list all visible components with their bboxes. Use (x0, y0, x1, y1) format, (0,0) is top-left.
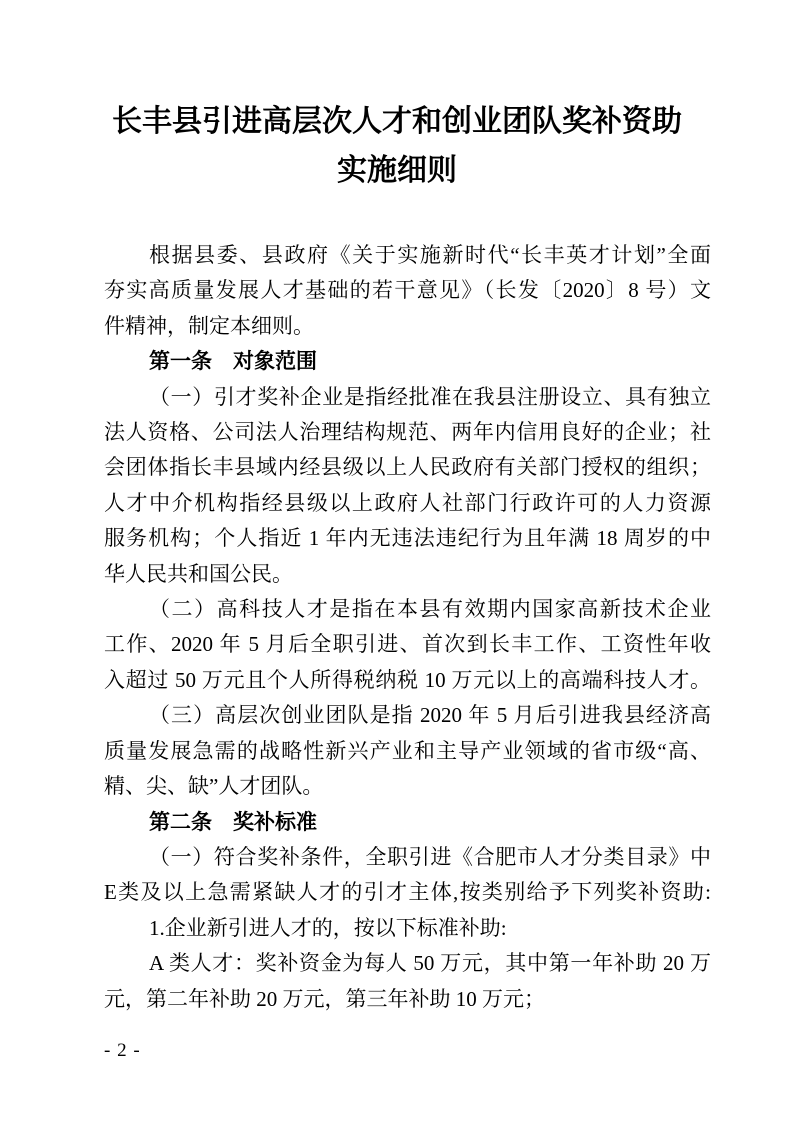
text-line: 精、尖、缺”人才团队。 (104, 774, 324, 799)
title-line-2: 实施细则 (337, 153, 457, 188)
text-line: 工作、2020 年 5 月后全职引进、首次到长丰工作、工资性年收 (104, 632, 711, 657)
text-line: 夯实高质量发展人才基础的若干意见》（长发〔2020〕8 号）文 (104, 278, 711, 303)
paragraph (104, 840, 711, 911)
text-line: 质量发展急需的战略性新兴产业和主导产业领域的省市级“高、 (104, 738, 711, 763)
text-line: 第二条 奖补标准 (149, 809, 317, 834)
text-line: （一）符合奖补条件，全职引进《合肥市人才分类目录》中 (149, 844, 711, 869)
document-title (0, 97, 794, 195)
text-line: （一）引才奖补企业是指经批准在我县注册设立、具有独立 (149, 384, 711, 409)
text-line: 法人资格、公司法人治理结构规范、两年内信用良好的企业；社 (104, 420, 711, 445)
text-line: 会团体指长丰县域内经县级以上人民政府有关部门授权的组织； (104, 455, 711, 480)
text-line: （三）高层次创业团队是指 2020 年 5 月后引进我县经济高 (149, 703, 711, 728)
paragraph (104, 238, 711, 344)
text-line: 件精神，制定本细则。 (104, 313, 314, 338)
text-line: 人才中介机构指经县级以上政府人社部门行政许可的人力资源 (104, 490, 711, 515)
paragraph (104, 946, 711, 1017)
paragraph (104, 698, 711, 804)
paragraph (104, 592, 711, 698)
text-line: 元，第二年补助 20 万元，第三年补助 10 万元； (104, 986, 545, 1011)
title-line-1: 长丰县引进高层次人才和创业团队奖补资助 (112, 104, 682, 139)
text-line: 华人民共和国公民。 (104, 561, 293, 586)
paragraph (104, 380, 711, 592)
text-line: 入超过 50 万元且个人所得税纳税 10 万元以上的高端科技人才。 (104, 667, 711, 692)
text-line: （二）高科技人才是指在本县有效期内国家高新技术企业 (149, 597, 711, 622)
article-heading (104, 805, 711, 840)
paragraph (104, 911, 711, 946)
text-line: A 类人才：奖补资金为每人 50 万元，其中第一年补助 20 万 (149, 951, 711, 976)
page-number: - 2 - (104, 1040, 141, 1061)
text-line: E类及以上急需紧缺人才的引才主体,按类别给予下列奖补资助: (104, 880, 711, 905)
text-line: 第一条 对象范围 (149, 349, 317, 374)
text-line: 根据县委、县政府《关于实施新时代“长丰英才计划”全面 (149, 243, 711, 267)
text-line: 1.企业新引进人才的，按以下标准补助: (149, 915, 507, 940)
article-heading (104, 344, 711, 379)
text-line: 服务机构；个人指近 1 年内无违法违纪行为且年满 18 周岁的中 (104, 526, 711, 551)
document-body (104, 238, 711, 1017)
